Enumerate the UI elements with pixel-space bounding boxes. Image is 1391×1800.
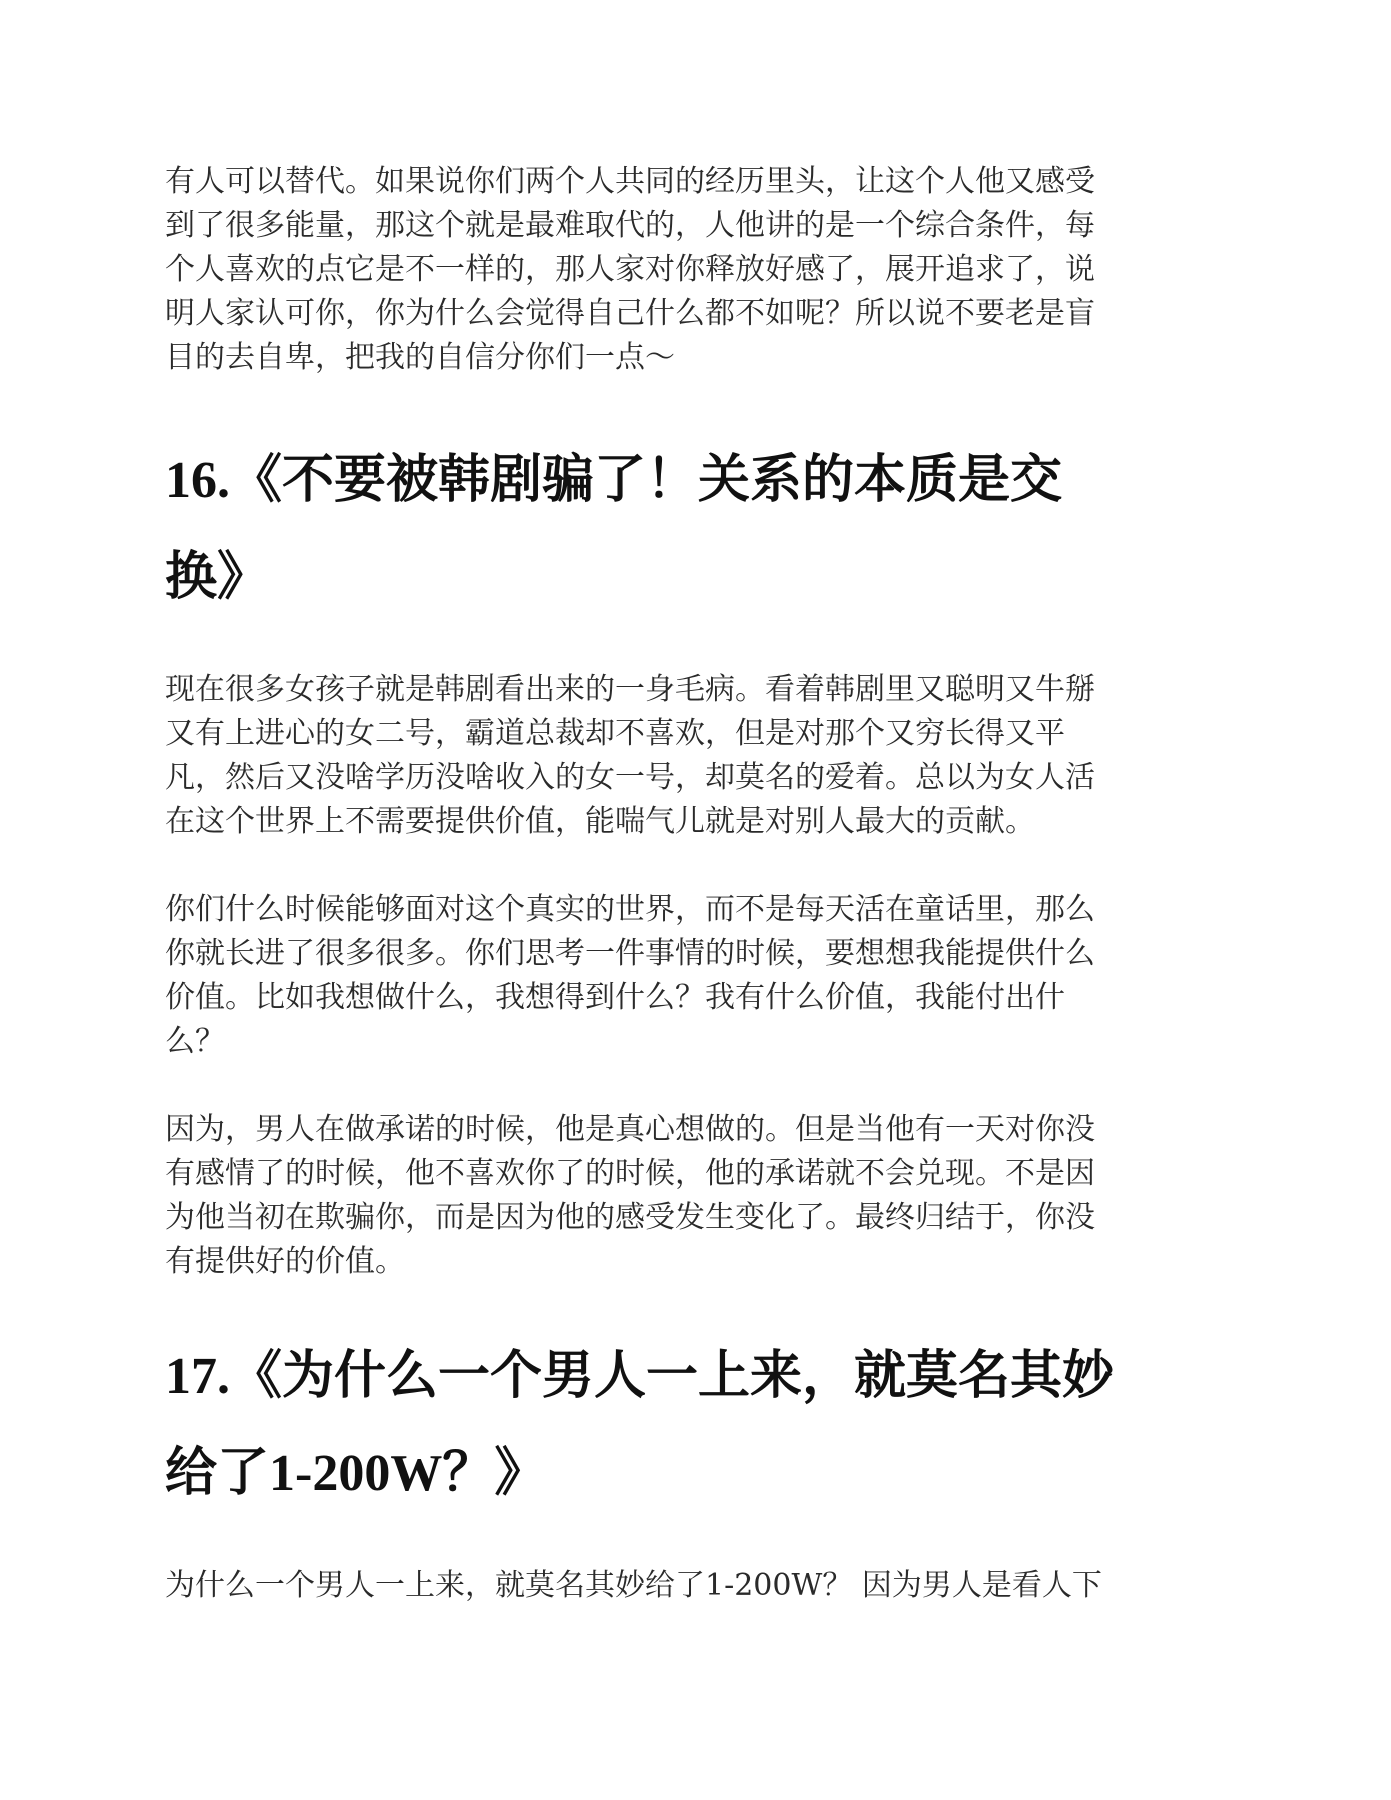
section-17-title-part1: 《为什么一个男人一上来，就莫名其妙 给了: [165, 1345, 1115, 1503]
section-16-paragraph-1: 现在很多女孩子就是韩剧看出来的一身毛病。看着韩剧里又聪明又牛掰 又有上进心的女二号，霸道总裁却不喜欢，但是对那个又穷长得又平 凡，然后又没啥学历没啥收入的女一号，却莫名的爱着。总以为女人活 在这个世界上不需要提供价值，能喘气儿就是对别人最大的贡献。: [165, 672, 1095, 839]
section-17-title-amount: 1-200W: [269, 1445, 443, 1502]
section-16-paragraph-2: 你们什么时候能够面对这个真实的世界，而不是每天活在童话里，那么 你就长进了很多很多。你们思考一件事情的时候，要想想我能提供什么 价值。比如我想做什么，我想得到什么？我有什么价值，我能付出什 么？: [165, 892, 1095, 1059]
paragraph-intro: 有人可以替代。如果说你们两个人共同的经历里头，让这个人他又感受 到了很多能量，那这个就是最难取代的，人他讲的是一个综合条件，每 个人喜欢的点它是不一样的，那人家对你释放好感了，展开追求了，说 明人家认可你，你为什么会觉得自己什么都不如呢？所以说不要老是盲 目的去自卑，把我的自信分你们一点～: [165, 164, 1095, 375]
section-17-heading: [165, 1328, 1225, 1522]
section-16-paragraph-3: 因为，男人在做承诺的时候，他是真心想做的。但是当他有一天对你没 有感情了的时候，他不喜欢你了的时候，他的承诺就不会兑现。不是因 为他当初在欺骗你，而是因为他的感受发生变化了。最终归结于，你没 有提供好的价值。: [165, 1112, 1095, 1279]
section-17-paragraph: 为什么一个男人一上来，就莫名其妙给了1-200W？ 因为男人是看人下: [165, 1568, 1102, 1603]
section-17-number: 17.: [165, 1348, 230, 1405]
section-17-title-part2: ？》: [442, 1442, 547, 1503]
document-page: [165, 0, 1225, 1800]
section-16-heading: [165, 432, 1225, 625]
section-16-number: 16.: [165, 452, 230, 509]
section-16-title: 《不要被韩剧骗了！关系的本质是交 换》: [165, 449, 1063, 607]
